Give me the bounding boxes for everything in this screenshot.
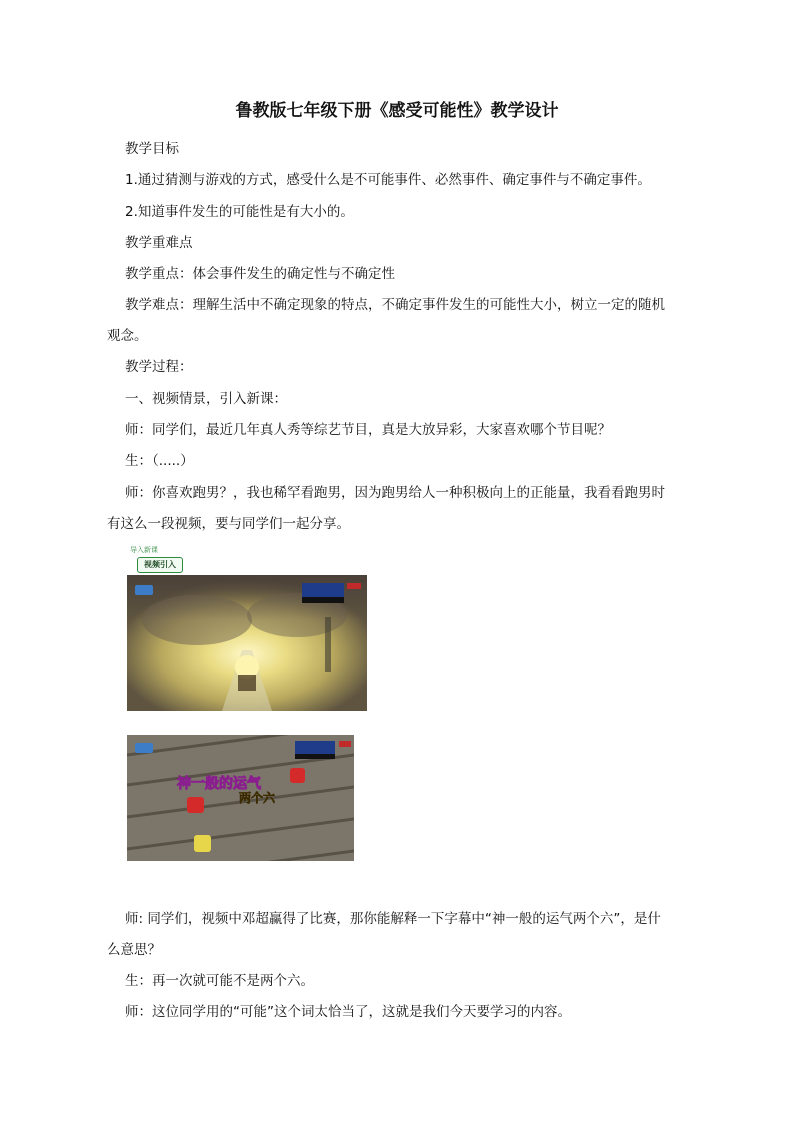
teacher-line-2a: 师：你喜欢跑男？，我也稀罕看跑男，因为跑男给人一种积极向上的正能量，我看看跑男时 (125, 485, 665, 501)
section-1: 一、视频情景，引入新课： (125, 391, 287, 407)
difficulty-line2: 观念。 (107, 328, 148, 344)
teacher-line-4: 师：这位同学用的“可能”这个词太恰当了，这就是我们今天要学习的内容。 (125, 1004, 571, 1020)
objectives-heading: 教学目标 (125, 141, 179, 157)
document-title: 鲁教版七年级下册《感受可能性》教学设计 (235, 101, 559, 121)
video-intro-button: 视频引入 (137, 557, 183, 573)
teacher-line-2b: 有这么一段视频，要与同学们一起分享。 (107, 516, 350, 532)
process-heading: 教学过程： (125, 359, 193, 375)
video-frame-dice (127, 735, 354, 861)
teacher-line-1: 师：同学们，最近几年真人秀等综艺节目，真是大放异彩，大家喜欢哪个节目呢？ (125, 422, 611, 438)
objective-1: 1.通过猜测与游戏的方式，感受什么是不可能事件、必然事件、确定事件与不确定事件。 (125, 172, 651, 188)
figure-label: 导入新课 (130, 546, 158, 554)
objective-2: 2.知道事件发生的可能性是有大小的。 (125, 204, 354, 220)
teacher-line-3a: 师: 同学们，视频中邓超赢得了比赛，那你能解释一下字幕中“神一般的运气两个六”，是什 (125, 911, 661, 927)
key-point: 教学重点：体会事件发生的确定性与不确定性 (125, 266, 395, 282)
student-line-2: 生：再一次就可能不是两个六。 (125, 973, 314, 989)
teacher-line-3b: 么意思？ (107, 942, 161, 958)
student-line-1: 生：（.....） (125, 453, 194, 469)
key-heading: 教学重难点 (125, 235, 193, 251)
dice-caption-line1: 神一般的运气 (177, 776, 261, 792)
difficulty-line1: 教学难点：理解生活中不确定现象的特点，不确定事件发生的可能性大小，树立一定的随机 (125, 297, 665, 313)
video-frame-tunnel (127, 575, 367, 711)
dice-caption-line2: 两个六 (239, 791, 276, 805)
